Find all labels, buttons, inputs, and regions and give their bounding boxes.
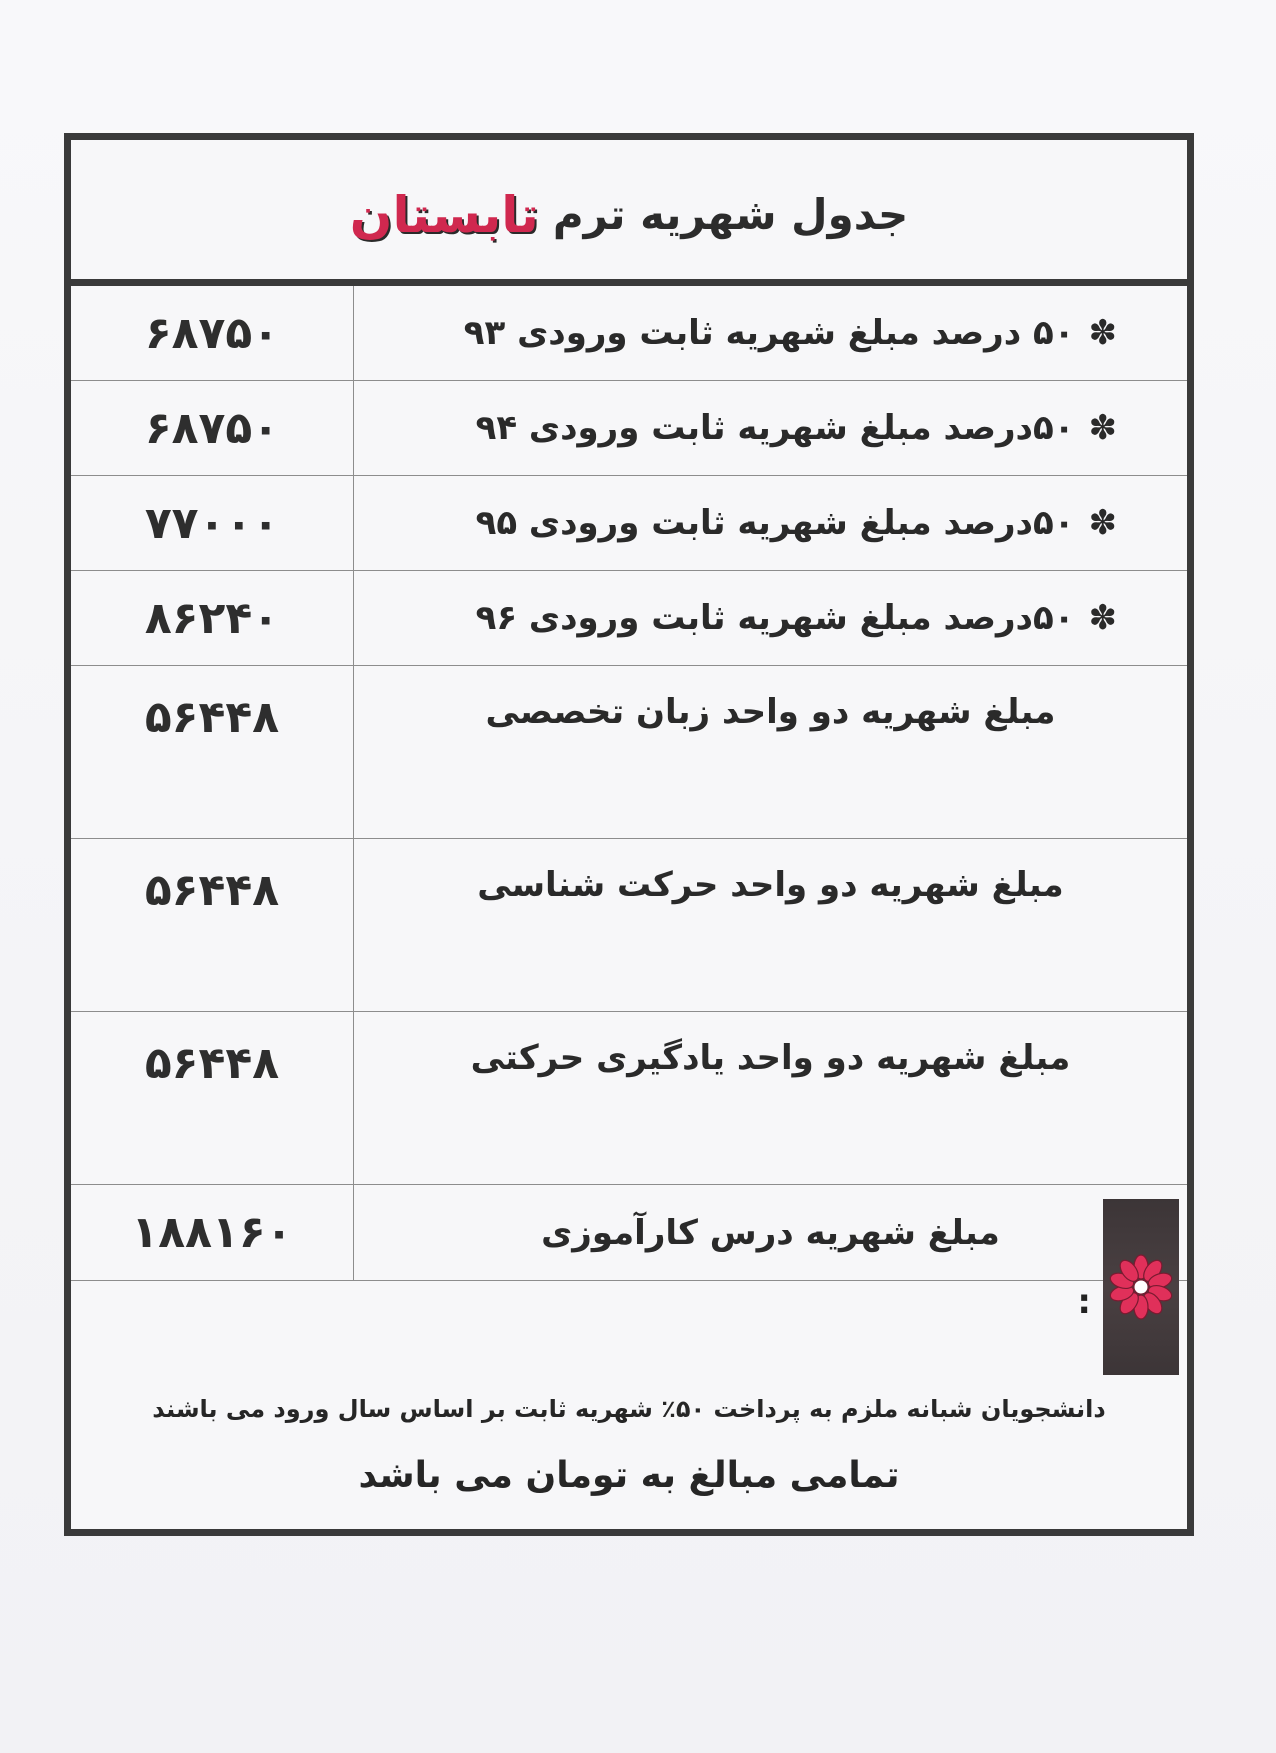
fee-amount: ۵۶۴۴۸ <box>71 839 353 1012</box>
fee-amount: ۷۷۰۰۰ <box>71 476 353 571</box>
night-students-note: دانشجویان شبانه ملزم به پرداخت ۵۰٪ شهریه ثابت بر اساس سال ورود می باشند <box>152 1395 1106 1423</box>
page-title: جدول شهریه ترم <box>552 190 909 239</box>
fee-amount: ۸۶۲۴۰ <box>71 571 353 666</box>
table-row <box>71 666 1187 839</box>
table-row <box>71 839 1187 1012</box>
fee-amount: ۶۸۷۵۰ <box>71 286 353 381</box>
fee-description: مبلغ شهریه دو واحد یادگیری حرکتی <box>353 1012 1187 1185</box>
asterisk-icon: ✽ <box>1088 313 1117 353</box>
fee-description: مبلغ شهریه دو واحد زبان تخصصی <box>353 666 1187 839</box>
table-row <box>71 476 1187 571</box>
fee-description <box>353 286 1187 381</box>
title-box <box>71 140 1187 286</box>
table-row <box>71 381 1187 476</box>
fee-description-text: ۵۰درصد مبلغ شهریه ثابت ورودی ۹۴ <box>475 408 1075 448</box>
flower-icon <box>1103 1199 1179 1375</box>
asterisk-icon: ✽ <box>1088 408 1117 448</box>
fee-amount: ۵۶۴۴۸ <box>71 1012 353 1185</box>
flower-icon-graphic <box>1105 1251 1177 1323</box>
fee-table <box>71 286 1187 1281</box>
fee-description: مبلغ شهریه دو واحد حرکت شناسی <box>353 839 1187 1012</box>
fee-description: مبلغ شهریه درس کارآموزی <box>353 1185 1187 1281</box>
fee-amount: ۱۸۸۱۶۰ <box>71 1185 353 1281</box>
table-row <box>71 286 1187 381</box>
asterisk-icon: ✽ <box>1088 503 1117 543</box>
fee-description <box>353 476 1187 571</box>
fee-amount: ۶۸۷۵۰ <box>71 381 353 476</box>
fee-description-text: ۵۰درصد مبلغ شهریه ثابت ورودی ۹۵ <box>475 503 1075 543</box>
notes-section <box>71 1199 1187 1529</box>
fee-description-text: ۵۰ درصد مبلغ شهریه ثابت ورودی ۹۳ <box>463 313 1075 353</box>
fee-description <box>353 381 1187 476</box>
note-colon: : <box>1077 1282 1091 1322</box>
table-row <box>71 571 1187 666</box>
fee-description-text: ۵۰درصد مبلغ شهریه ثابت ورودی ۹۶ <box>475 598 1075 638</box>
fee-table-frame <box>64 133 1194 1536</box>
fee-amount: ۵۶۴۴۸ <box>71 666 353 839</box>
table-row <box>71 1012 1187 1185</box>
asterisk-icon: ✽ <box>1088 598 1117 638</box>
currency-note: تمامی مبالغ به تومان می باشد <box>358 1455 900 1496</box>
page-title-accent: تابستان <box>349 185 539 244</box>
fee-description <box>353 571 1187 666</box>
